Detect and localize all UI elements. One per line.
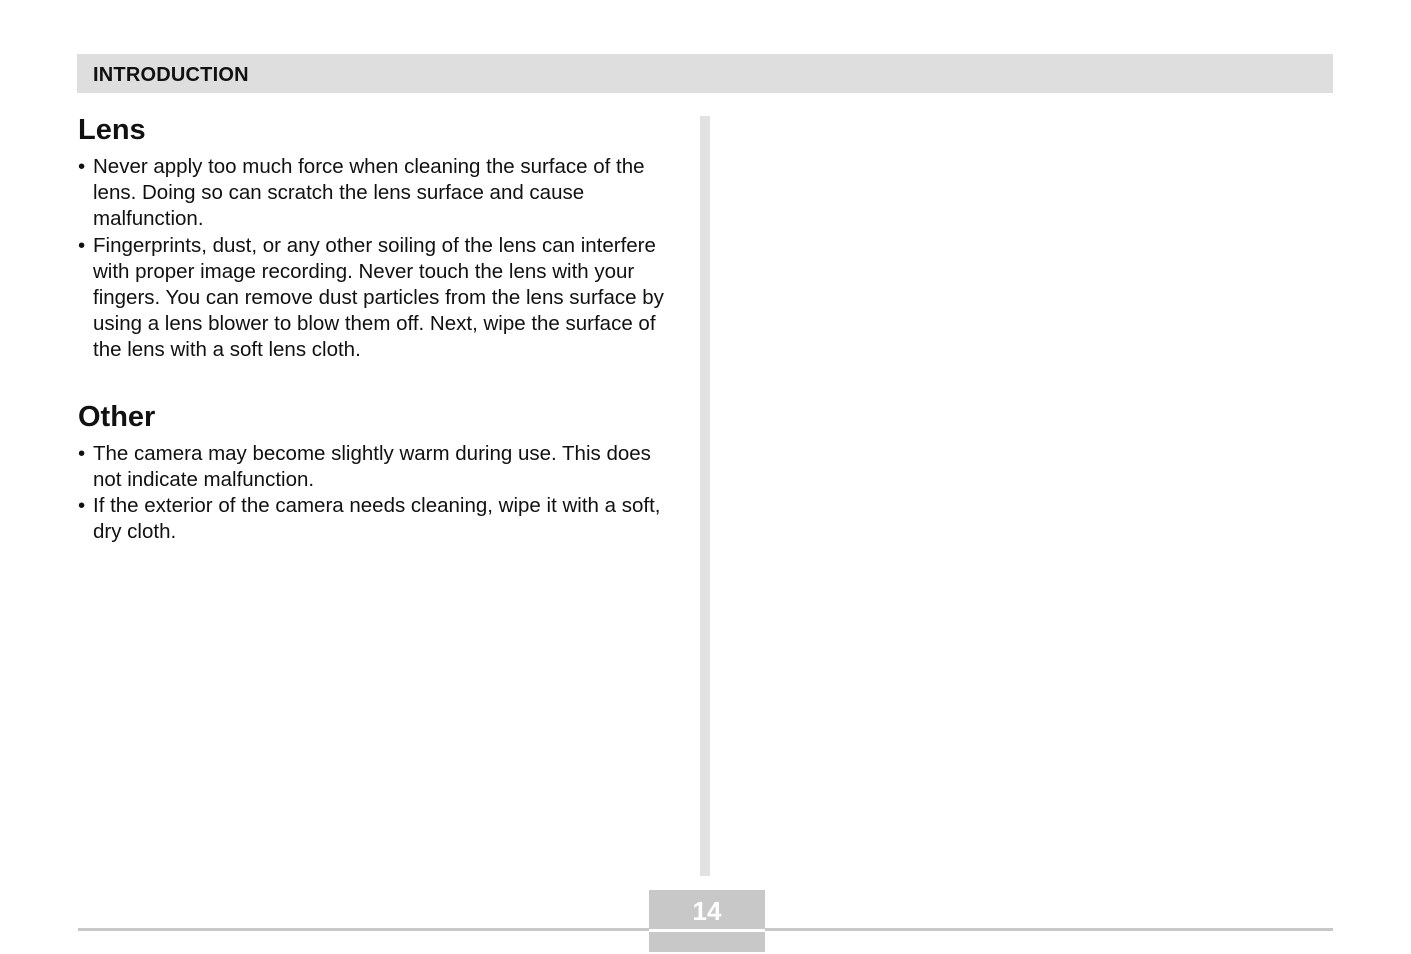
- section-header-title: INTRODUCTION: [93, 64, 249, 86]
- section-other: [78, 399, 678, 546]
- list-item: • The camera may become slightly warm during use. This does not indicate malfunction.: [78, 441, 678, 493]
- list-item: • Never apply too much force when cleaning the surface of the lens. Doing so can scratch the lens surface and cause malfunction.: [78, 154, 678, 233]
- section-title-other: Other: [78, 400, 156, 433]
- content-column: [78, 112, 678, 545]
- page-number-tab: [649, 890, 765, 952]
- bullet-list-lens: [78, 154, 678, 364]
- page-tab-gap: [649, 929, 765, 932]
- bullet-list-other: [78, 441, 678, 546]
- section-header-bar: [77, 54, 1333, 93]
- list-item: • If the exterior of the camera needs cleaning, wipe it with a soft, dry cloth.: [78, 493, 678, 545]
- column-divider: [700, 116, 710, 876]
- section-title-lens: Lens: [78, 114, 146, 146]
- page-number: 14: [692, 896, 722, 926]
- section-lens: [78, 112, 678, 364]
- list-item: • Fingerprints, dust, or any other soiling of the lens can interfere with proper image recording. Never touch the lens with your fingers. You can remove dust particles from the lens surface by using a lens blower to blow them off. Next, wipe the surface of the lens with a soft lens cloth.: [78, 233, 678, 364]
